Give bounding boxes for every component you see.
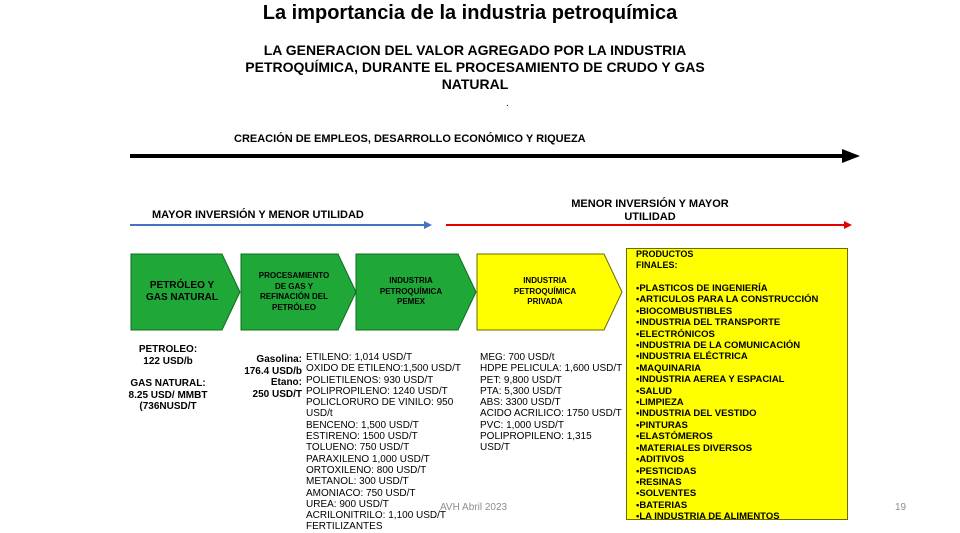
etano-label: Etano: [270,377,302,388]
product-item: •SOLVENTES [636,488,697,500]
subtitle-line: PETROQUÍMICA, DURANTE EL PROCESAMIENTO DE CRUDO Y GAS [245,59,705,75]
list-item: ACRILONITRILO: 1,100 USD/T [306,510,447,522]
list-item: ABS: 3300 USD/T [480,397,561,409]
stage-petroleo-label [133,254,231,330]
list-item: POLIPROPILENO: 1240 USD/T [306,385,448,397]
product-item: •INDUSTRIA AEREA Y ESPACIAL [636,374,785,386]
slide-footer: AVH Abril 2023 [440,502,508,513]
list-item: ORTOXILENO: 800 USD/T [306,464,427,476]
product-item: •BIOCOMBUSTIBLES [636,305,733,317]
gasolina-value: 176.4 USD/b [244,365,302,377]
stage-line: REFINACIÓN DEL [260,292,328,301]
subtitle-line: LA GENERACION DEL VALOR AGREGADO POR LA INDUSTRIA [263,42,687,58]
product-item: •ARTICULOS PARA LA CONSTRUCCIÓN [636,294,819,306]
final-products-list [636,283,818,523]
stage-privada-label [479,254,611,330]
product-item: •LIMPIEZA [636,397,684,409]
stage-line: PETRÓLEO [271,302,316,312]
list-item: USD/T [480,442,510,454]
refinery-prices [238,354,302,400]
petroleo-value: 122 USD/b [143,355,193,367]
stage-line: INDUSTRIA [523,276,567,286]
list-item: UREA: 900 USD/T [306,498,389,510]
list-item: ACIDO ACRILICO: 1750 USD/T [480,408,622,420]
gas-value-2: (736NUSD/T [139,401,197,412]
profit-arrow-label [555,198,745,224]
list-item: PTA: 5,300 USD/T [480,385,563,397]
stage-line: INDUSTRIA [389,276,433,286]
final-products-heading [636,249,693,271]
investment-arrow-label: MAYOR INVERSIÓN Y MENOR UTILIDAD [152,209,364,221]
private-products-list [480,352,625,454]
employment-arrow-head [842,149,860,163]
list-item: PVC: 1,000 USD/T [480,419,564,431]
stage-refinacion-label [243,254,345,330]
raw-prices [128,344,208,413]
list-item: MEG: 700 USD/t [480,352,555,363]
product-item: •LA INDUSTRIA DE ALIMENTOS [636,511,780,523]
list-item: TOLUENO: 750 USD/T [306,442,410,454]
profit-label-line: UTILIDAD [624,211,676,223]
list-item: PET: 9,800 USD/T [480,374,562,386]
product-item: •ELECTRÓNICOS [636,328,715,340]
product-item: •MATERIALES DIVERSOS [636,442,753,454]
stage-line: GAS NATURAL [145,292,219,303]
list-item: ETILENO: 1,014 USD/T [306,352,413,363]
product-item: •INDUSTRIA DEL TRANSPORTE [636,317,781,329]
list-item: OXIDO DE ETILENO:1,500 USD/T [306,363,462,375]
product-item: •BATERIAS [636,499,688,511]
product-item: •PESTICIDAS [636,465,697,477]
product-item: •RESINAS [636,476,682,488]
stage-line: PROCESAMIENTO [258,271,330,280]
heading-line: PRODUCTOS [636,249,694,259]
product-item: •MAQUINARIA [636,362,702,374]
employment-arrow-label: CREACIÓN DE EMPLEOS, DESARROLLO ECONÓMICO Y RIQUEZA [234,133,586,145]
gasolina-label: Gasolina: [256,354,302,365]
product-item: •ADITIVOS [636,454,685,466]
product-item: •ELASTÓMEROS [636,431,713,443]
investment-arrow-head [424,221,432,229]
list-item: FERTILIZANTES [306,521,383,533]
stage-pemex-label [358,254,464,330]
list-item: METANOL: 300 USD/T [306,476,409,488]
product-item: •PINTURAS [636,419,688,431]
profit-arrow-head [844,221,852,229]
heading-line: FINALES: [636,260,678,270]
petroleo-label: PETROLEO: [138,344,198,355]
profit-label-line: MENOR INVERSIÓN Y MAYOR [571,198,729,210]
product-item: •SALUD [636,385,673,397]
stage-line: PETRÓLEO Y [149,280,215,291]
product-item: •INDUSTRIA DE LA COMUNICACIÓN [636,340,801,352]
list-item: BENCENO: 1,500 USD/T [306,419,419,431]
stage-line: PRIVADA [527,297,563,307]
product-item: •PLASTICOS DE INGENIERÍA [636,283,768,294]
stage-line: PEMEX [396,297,425,307]
list-item: AMONIACO: 750 USD/T [306,487,416,499]
gas-label: GAS NATURAL: [130,378,206,389]
stray-dot: . [506,98,509,109]
list-item: POLIETILENOS: 930 USD/T [306,374,434,386]
page-number: 19 [895,502,907,513]
subtitle-line: NATURAL [441,76,509,92]
stage-line: PETROQUÍMICA [379,286,443,296]
list-item: ESTIRENO: 1500 USD/T [306,431,418,443]
stage-line: DE GAS Y [274,281,314,291]
list-item: POLIPROPILENO: 1,315 [480,431,592,443]
product-item: •INDUSTRIA DEL VESTIDO [636,408,757,420]
slide-title: La importancia de la industria petroquímica [262,2,678,24]
stage-line: PETROQUÍMICA [513,286,577,296]
list-item: POLICLORURO DE VINILO: 950 USD/t [306,397,454,420]
product-item: •INDUSTRIA ELÉCTRICA [636,351,748,363]
list-item: HDPE PELICULA: 1,600 USD/T [480,363,623,375]
etano-value: 250 USD/T [252,388,302,400]
gas-value: 8.25 USD/ MMBT [128,389,208,401]
list-item: PARAXILENO 1,000 USD/T [306,453,430,465]
